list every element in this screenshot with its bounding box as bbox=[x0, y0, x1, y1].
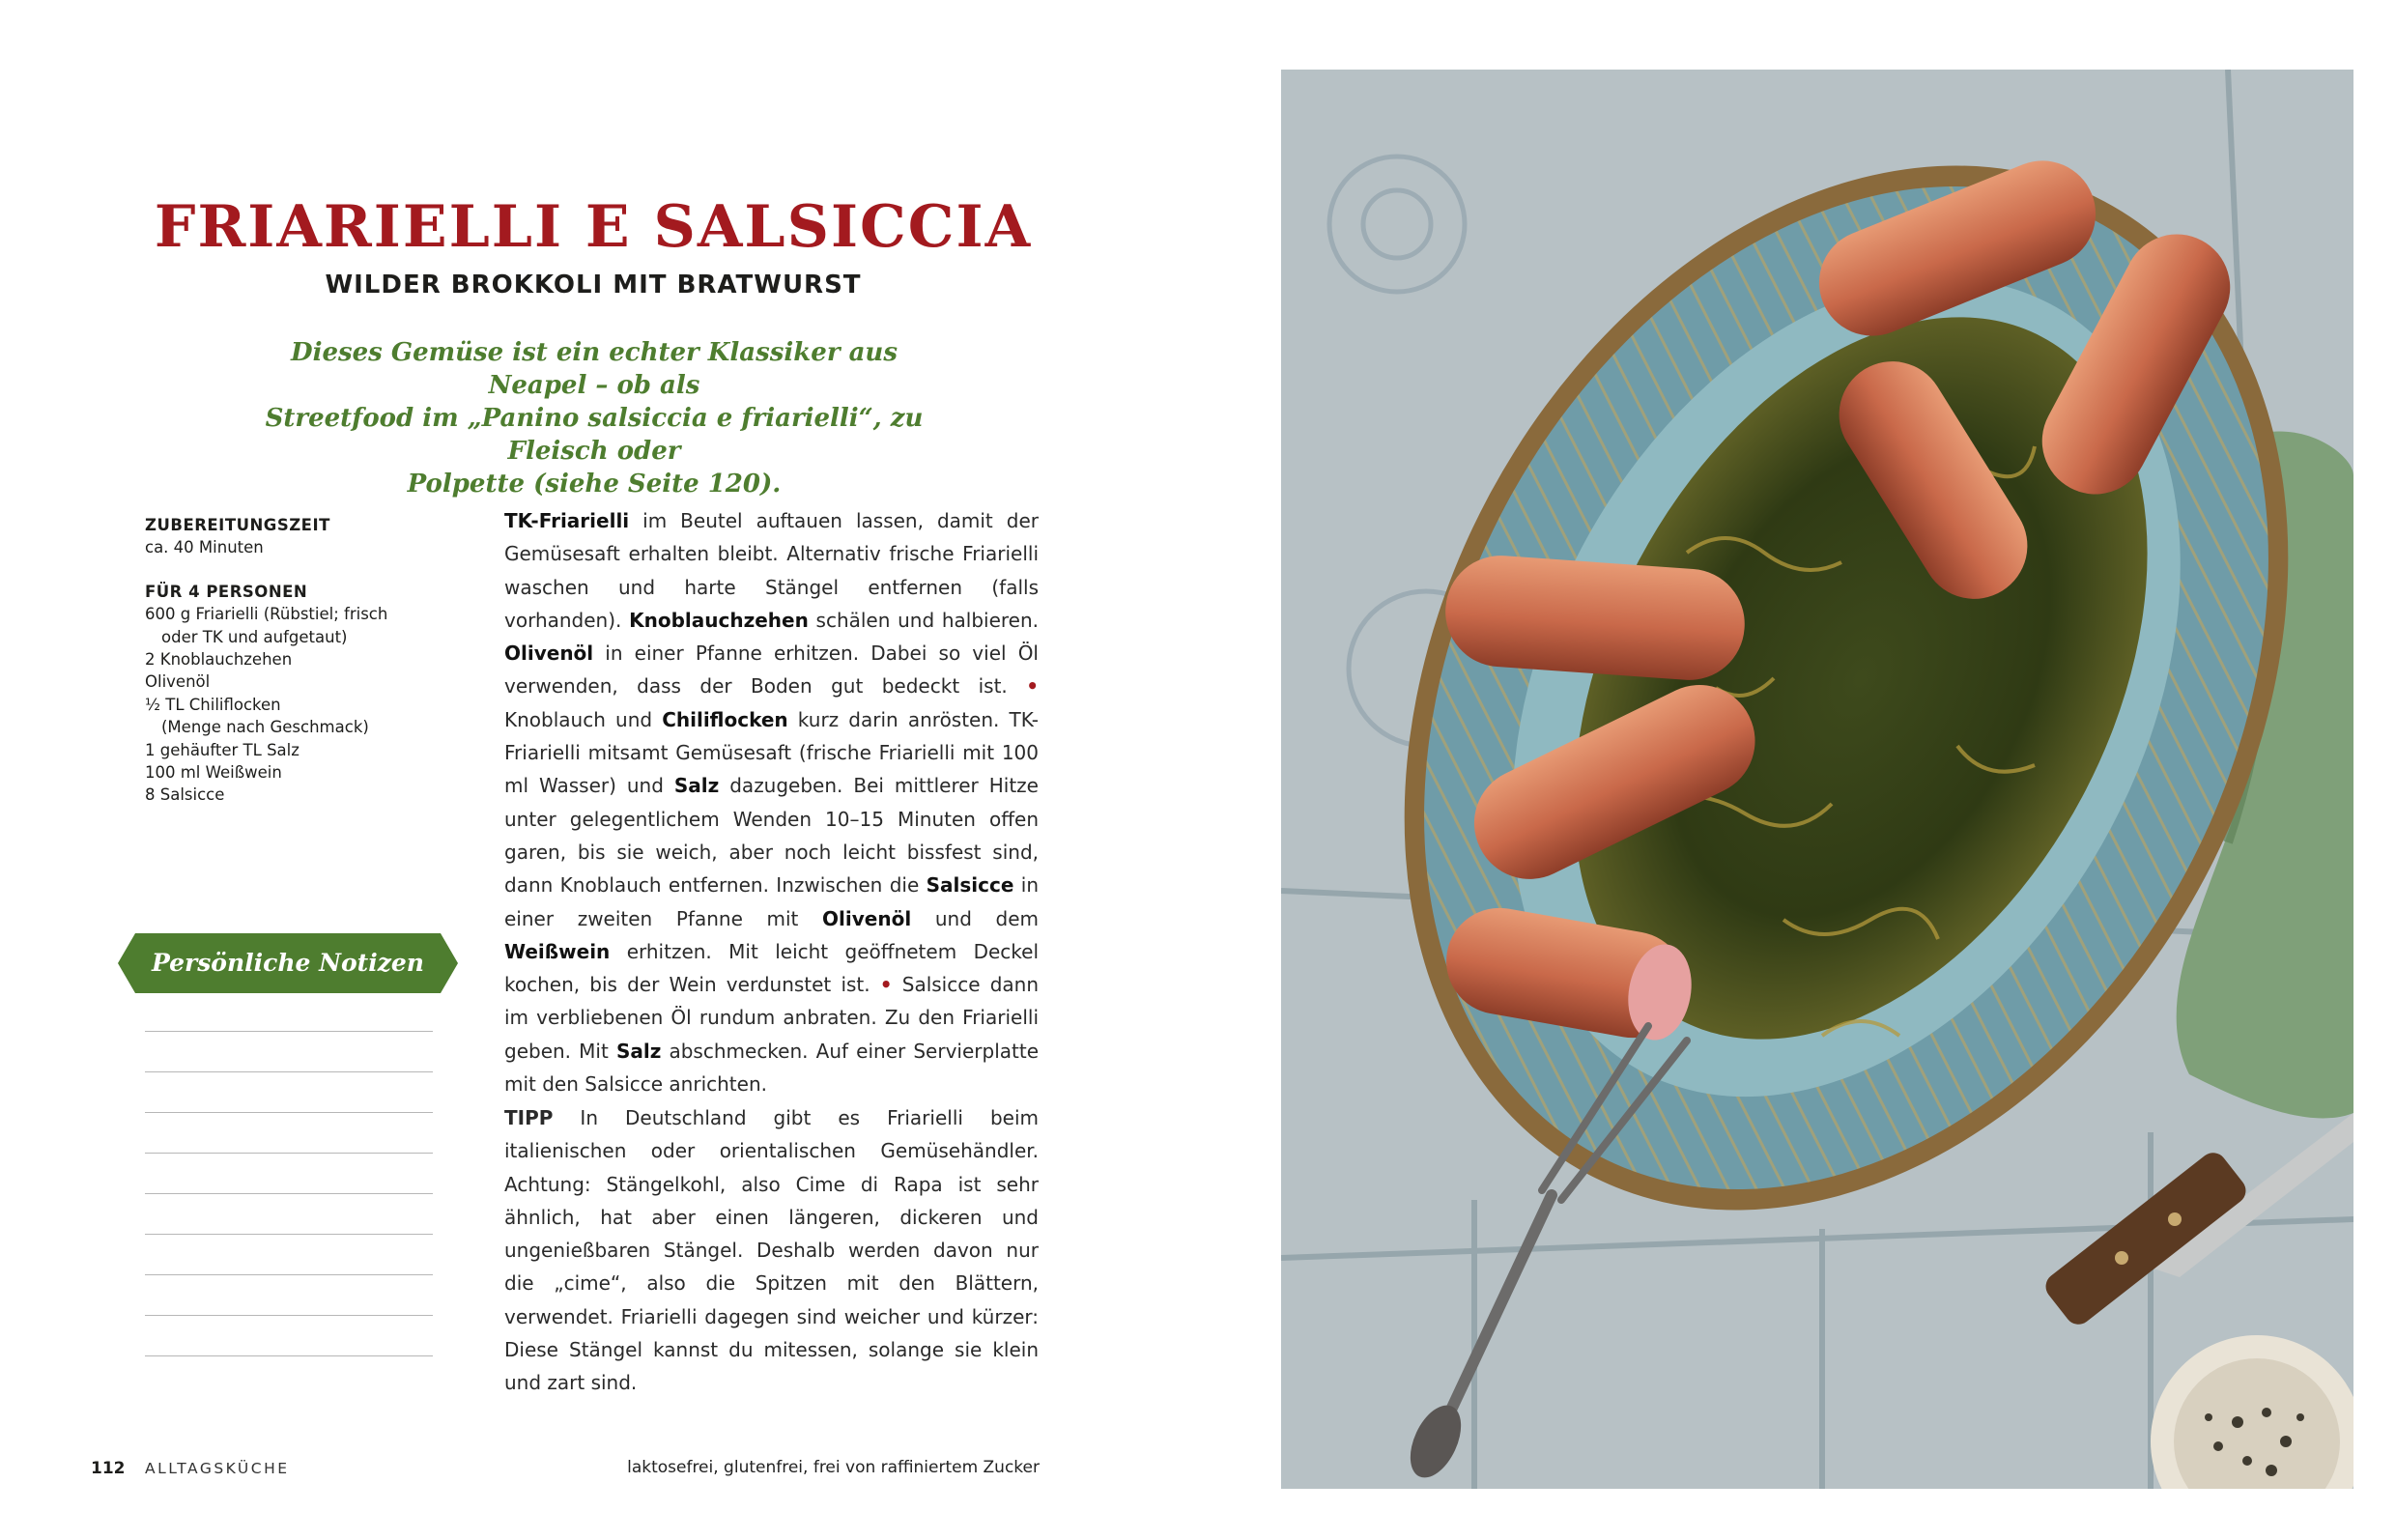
ingredient-item: 1 gehäufter TL Salz bbox=[145, 740, 300, 759]
method-text bbox=[504, 504, 1039, 1100]
tip-label: TIPP bbox=[504, 1106, 554, 1129]
tip-text bbox=[504, 1101, 1039, 1400]
note-line[interactable] bbox=[145, 1315, 433, 1316]
notes-label: Persönliche Notizen bbox=[152, 949, 424, 977]
step-bullet: • bbox=[879, 973, 893, 997]
note-line[interactable] bbox=[145, 1355, 433, 1356]
recipe-title: FRIARIELLI E SALSICCIA bbox=[154, 193, 1033, 261]
intro-line: Polpette (siehe Seite 120). bbox=[407, 470, 782, 499]
ingredient-highlight: Olivenöl bbox=[504, 642, 594, 666]
tip-body: In Deutschland gibt es Friarielli beim italienischen oder orientalischen Gemüsehändler. Achtung: Stängelkohl, also Cime di Rapa ist sehr ähnlich, hat aber einen längeren, dickeren und ungenießbaren Stängel. Deshalb werden davon nur die „cime“, also die Spitzen mit den Blättern, verwendet. Friarielli dagegen sind weicher und kürzer: Diese Stängel kannst du mitessen, solange sie klein und zart sind. bbox=[504, 1106, 1039, 1395]
intro-line: Streetfood im „Panino salsiccia e friarielli“, zu Fleisch oder bbox=[265, 404, 924, 466]
ingredient-item: (Menge nach Geschmack) bbox=[161, 718, 369, 737]
intro-line: Dieses Gemüse ist ein echter Klassiker aus Neapel – ob als bbox=[291, 338, 898, 400]
diet-info: laktosefrei, glutenfrei, frei von raffiniertem Zucker bbox=[627, 1458, 1040, 1477]
method-segment: in einer zweiten Pfanne mit bbox=[504, 873, 1040, 930]
step-bullet: • bbox=[1026, 674, 1039, 699]
method-segment: im Beutel auftauen lassen, damit der Gemüsesaft erhalten bleibt. Alternativ frische Friarielli waschen und harte Stängel entfernen (falls vorhanden). bbox=[504, 509, 1039, 632]
notes-banner bbox=[118, 933, 458, 993]
ingredient-item: oder TK und aufgetaut) bbox=[161, 627, 348, 646]
recipe-subtitle: WILDER BROKKOLI MIT BRATWURST bbox=[325, 271, 862, 299]
ingredient-highlight: Weißwein bbox=[504, 939, 611, 963]
method-segment: und dem bbox=[911, 906, 1039, 930]
note-line[interactable] bbox=[145, 1234, 433, 1235]
note-line[interactable] bbox=[145, 1031, 433, 1032]
method-segment: Knoblauch und bbox=[504, 707, 663, 731]
ingredient-item: ½ TL Chiliflocken bbox=[145, 695, 281, 714]
ingredient-highlight: Olivenöl bbox=[822, 906, 912, 930]
method-segment: schälen und halbieren. bbox=[808, 608, 1040, 632]
recipe-photo bbox=[1281, 70, 2353, 1489]
ingredient-item: 2 Knoblauchzehen bbox=[145, 650, 293, 670]
note-line[interactable] bbox=[145, 1071, 433, 1072]
prep-time bbox=[145, 514, 425, 559]
section-name: ALLTAGSKÜCHE bbox=[145, 1460, 290, 1477]
note-line[interactable] bbox=[145, 1274, 433, 1275]
ingredient-highlight: Chiliflocken bbox=[662, 707, 788, 731]
note-line[interactable] bbox=[145, 1193, 433, 1194]
ingredient-highlight: Salsicce bbox=[926, 873, 1014, 898]
ingredient-highlight: Knoblauchzehen bbox=[629, 608, 809, 632]
page-number: 112 bbox=[91, 1459, 126, 1478]
note-line[interactable] bbox=[145, 1112, 433, 1113]
method-segment: erhitzen. Mit leicht geöffnetem Deckel kochen, bis der Wein verdunstet ist. bbox=[504, 939, 1039, 997]
ingredient-item: 8 Salsicce bbox=[145, 785, 225, 805]
ingredient-list bbox=[145, 581, 425, 807]
prep-time-value: ca. 40 Minuten bbox=[145, 538, 264, 557]
method-segment: dazugeben. Bei mittlerer Hitze unter gelegentlichem Wenden 10–15 Minuten offen garen, bis sie weich, aber noch leicht bissfest sind, dann Knoblauch entfernen. Inzwischen die bbox=[504, 774, 1039, 898]
method-segment: kurz darin anrösten. TK-Friarielli mitsamt Gemüsesaft (frische Friarielli mit 100 ml Wasser) und bbox=[504, 707, 1039, 798]
ingredient-item: 100 ml Weißwein bbox=[145, 763, 282, 783]
method-segment: Salsicce dann im verbliebenen Öl rundum anbraten. Zu den Friarielli geben. Mit bbox=[504, 973, 1039, 1063]
note-line[interactable] bbox=[145, 1153, 433, 1154]
food-photo-illustration bbox=[1281, 70, 2353, 1489]
method-segment: abschmecken. Auf einer Servierplatte mit den Salsicce anrichten. bbox=[504, 1039, 1039, 1097]
ingredient-item: Olivenöl bbox=[145, 672, 211, 692]
ingredient-highlight: TK-Friarielli bbox=[504, 509, 630, 532]
ingredient-highlight: Salz bbox=[615, 1039, 662, 1063]
prep-time-label: ZUBEREITUNGSZEIT bbox=[145, 516, 330, 534]
recipe-intro bbox=[242, 336, 947, 500]
servings-label: FÜR 4 PERSONEN bbox=[145, 582, 308, 601]
ingredient-item: 600 g Friarielli (Rübstiel; frisch bbox=[145, 605, 388, 624]
method-segment: in einer Pfanne erhitzen. Dabei so viel Öl verwenden, dass der Boden gut bedeckt ist. bbox=[504, 642, 1039, 699]
ingredients-sidebar bbox=[145, 514, 425, 828]
ingredient-highlight: Salz bbox=[673, 774, 720, 798]
